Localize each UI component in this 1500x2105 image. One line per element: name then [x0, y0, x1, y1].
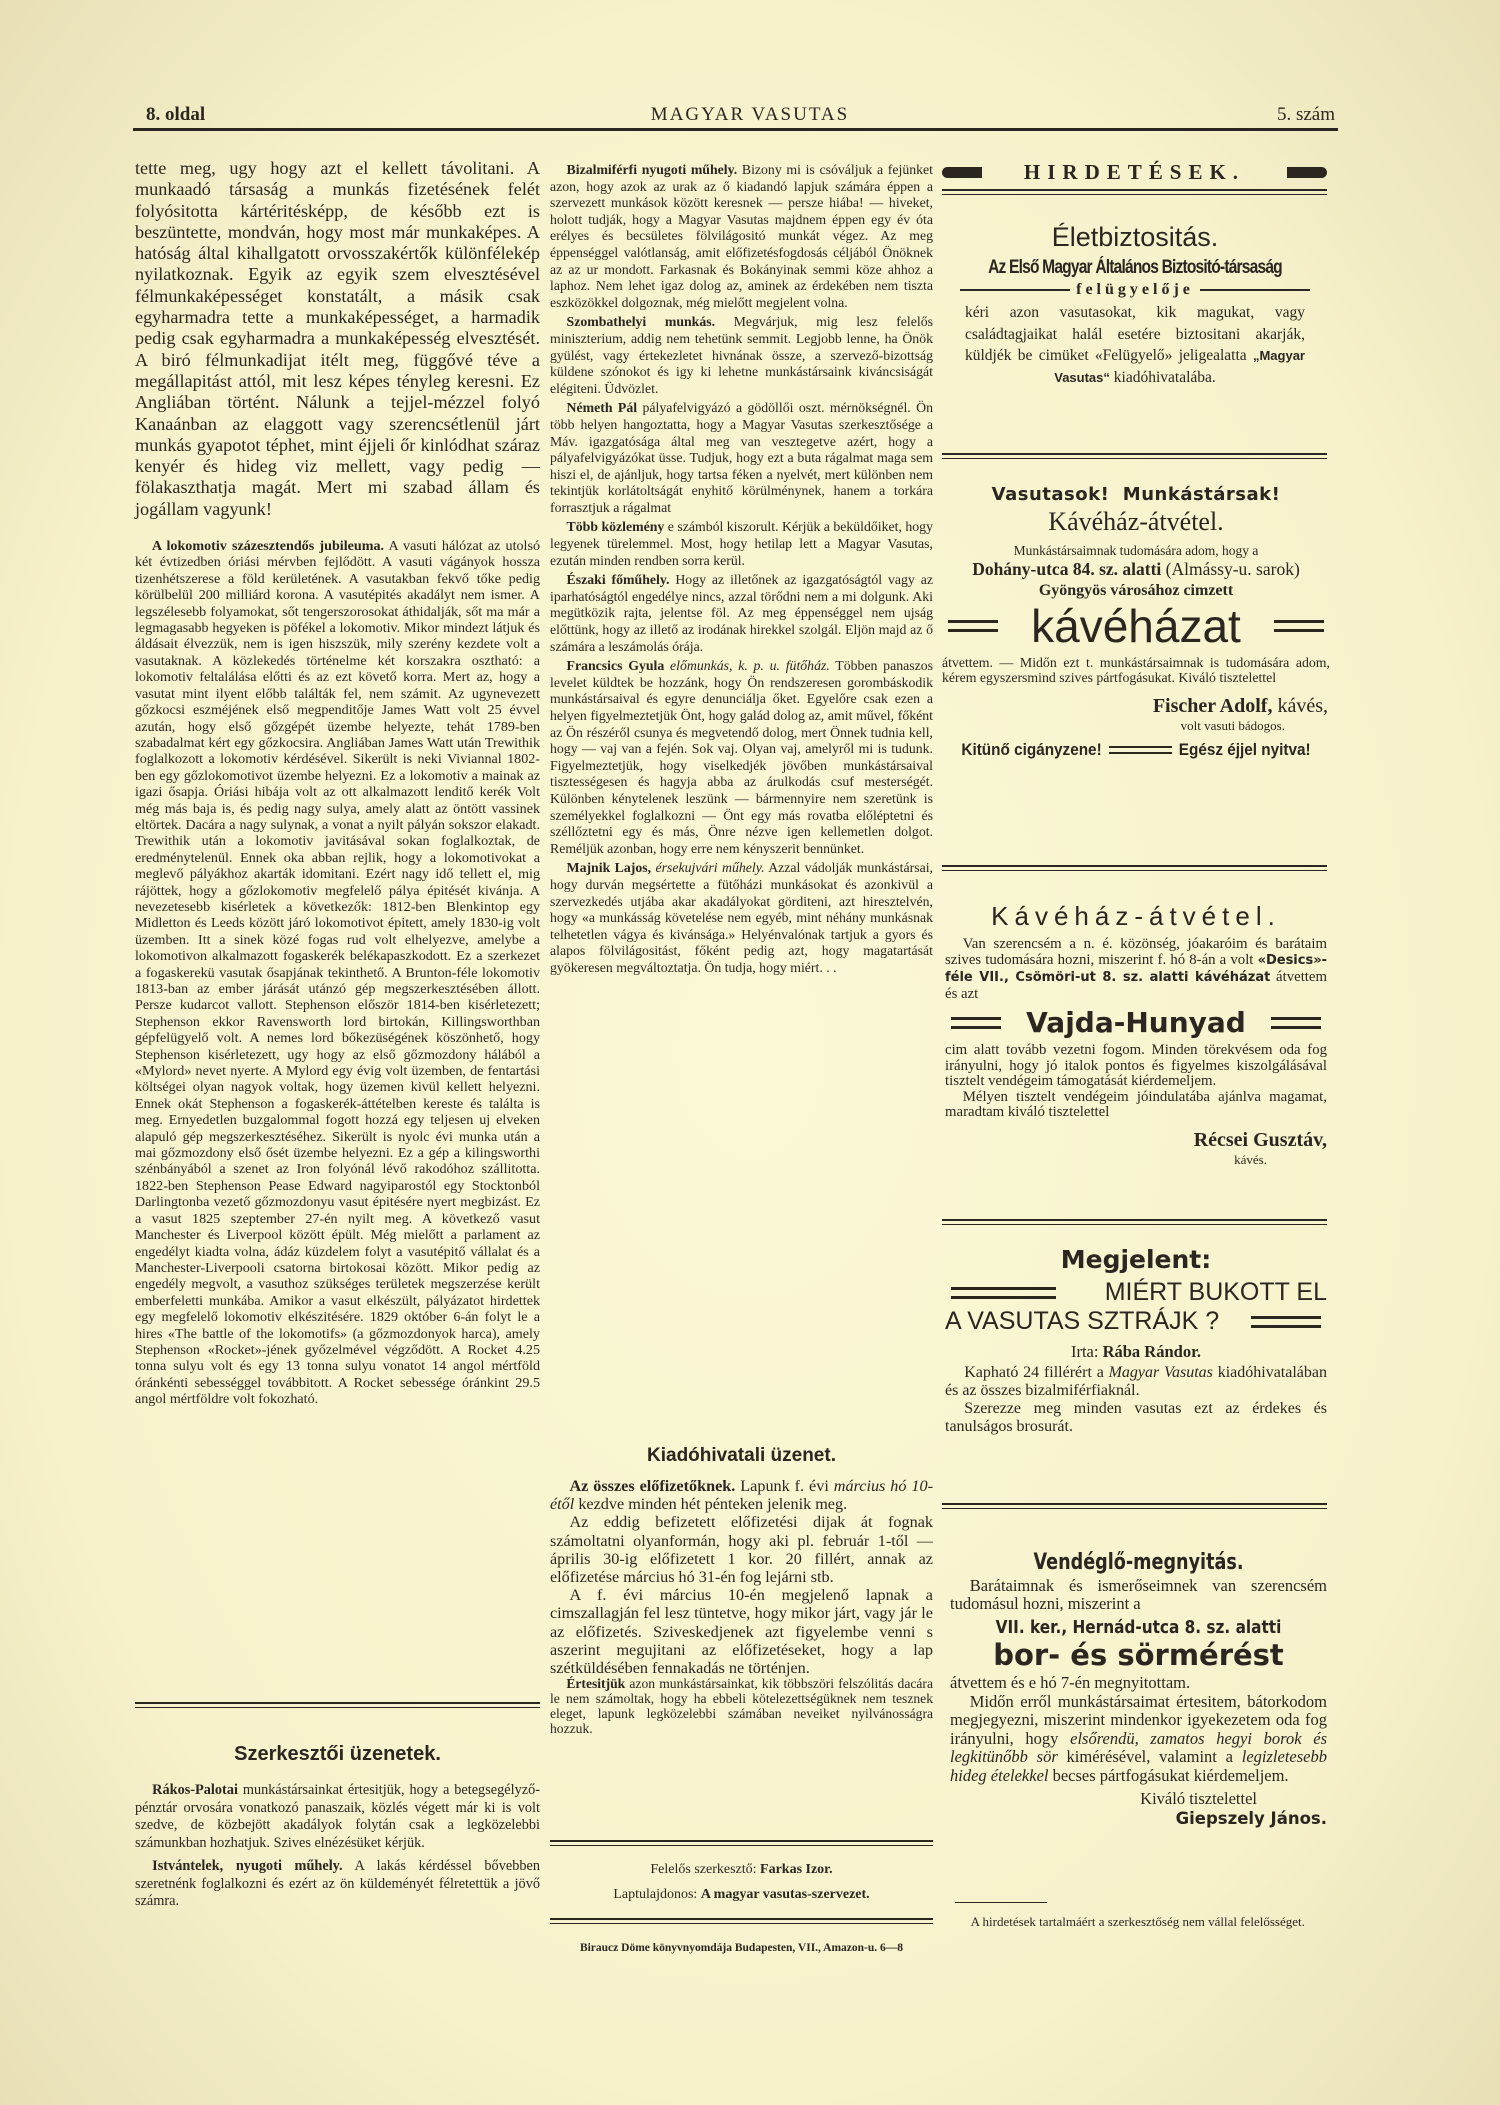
role: felügyelője: [1076, 281, 1194, 298]
ad-cafe-vajda-hunyad: [945, 901, 1327, 1168]
message-item: [550, 572, 933, 655]
ornament: [951, 1287, 1056, 1299]
jubilee-article: [135, 538, 540, 1408]
message-body: Azzal vádolják munkástársai, hogy durván megsértette a fütőházi munkásokat és azonkivül a szervezkedés utjába akar akadályokat görditeni, azt hiresztelvén, hogy «a munkásság követelése nem egyéb, mint néhány munkásnak telhetetlen vágya és kivánsága.» Helyénvalónak tartjuk a gyors és alapos fölvilágositást, főként pedig azt, hogy magatartását gyökeresen megváltoztatja. Ön tudja, hogy miért. . .: [550, 860, 933, 975]
ads-banner: [942, 160, 1327, 185]
ad-restaurant: [950, 1550, 1327, 1828]
ad-life-insurance: [945, 222, 1325, 388]
text: legizletesebb hideg ételekkel: [950, 1747, 1327, 1785]
ad-title: Megjelent:: [1060, 1245, 1212, 1274]
message-body: Bizony mi is csóváljuk a fejünket azon, hogy azok az urak az ő kiadandó lapjuk számára éppen a szervezett munkások között keresnek — persze hiába! — hiveket, holott tudják, hogy a Magyar Vasutas majdnem éppen egy év óta erélyes és becsületes fölvilágositó munkát végez. Az meg éppenséggel valótlanság, amit előfizetésfogdosás céljából Önöknek az az ur mondott. Farkasnak és Bokányinak semmi köze ahhoz a laphoz. Nem lehet igaz dolog az, aminek az érdekében nem tiszta eszközökkel dolgoznak, még mielőtt megjelent volna.: [550, 162, 933, 310]
text: kezdve minden hét pénteken jelenik meg.: [574, 1495, 848, 1514]
text: Midőn erről munkástársaimat értesitem, bátorkodom megjegyezni, miszerint mindenkor igyekezetem oda fog irányulni, hogy: [950, 1691, 1327, 1748]
text: kiadóhivatalában és az összes bizalmiférfiaknál.: [945, 1364, 1327, 1399]
message-body: Többen panaszos levelet küldtek be hozzánk, hogy Ön rendszeresen gorombáskodik munkástársaival és egyre denunciálja őket. Egyelőre csak ezen a helyen figyelmeztetjük Önt, hogy galád dolog az, amit művel, főként az Ön részéről csunya és megvetendő dolog, mert Önnek tudnia kell, hogy — vaj van a fején. Sok vaj. Olyan vaj, amelyről mi is tudunk. Figyelmeztetjük, hogy viselkedjék jövőben munkástársaival tisztességesen és hagyja abba az árulkodás csuf mesterségét. Különben kénytelenek leszünk — bármennyire nem szeretünk is személyekkel foglalkozni — Önt egy más rovatba előléptetni és széllőztetni egy és más, Önre nézve igen kellemetlen dolgot. Reméljük azonban, hogy erre nem kényszerit bennünket.: [550, 658, 933, 856]
divider: [942, 453, 1327, 459]
message-lead: Bizalmiférfi nyugoti műhely.: [566, 162, 738, 177]
ad-big-text: Vajda-Hunyad: [1026, 1006, 1246, 1039]
signature: Fischer Adolf,: [1152, 695, 1273, 717]
text: «Desics»-féle VII., Csömöri-ut 8. sz. alatti kávéházat: [945, 953, 1327, 985]
text: elsőrendü, zamatos hegyi borok és legkitünőbb sör: [950, 1728, 1327, 1766]
divider: [942, 189, 1327, 195]
text: kiadóhivatalába.: [1109, 368, 1216, 386]
author: Rába Rándor.: [1102, 1342, 1202, 1361]
divider: [135, 1702, 540, 1708]
signature: Giepszely János.: [1175, 1809, 1327, 1828]
paragraph: [550, 1677, 933, 1736]
text: átvettem és azt: [945, 969, 1327, 1002]
divider: [942, 1219, 1327, 1225]
ad-line: Gyöngyös városához cimzett: [1038, 582, 1234, 599]
ad-body: [945, 1364, 1327, 1400]
ad-headline: Vasutasok! Munkástársak!: [991, 484, 1281, 505]
text: kimérésével, valamint a: [1057, 1747, 1242, 1766]
message-body: A lakás kérdéssel bővebben szeretnénk foglalkozni és ezért az ön küldeményét félretettük a jövő számra.: [135, 1858, 540, 1909]
header-rule: [133, 128, 1338, 131]
page-number: 8. oldal: [146, 104, 206, 125]
signature-note: volt vasuti bádogos.: [1180, 718, 1285, 733]
ad-body: Mélyen tisztelt vendégeim jóindulatába ajánlva magamat, maradtam kiváló tisztelettel: [945, 1088, 1327, 1120]
publisher-message: [550, 1445, 933, 1736]
column-1: [135, 158, 540, 1408]
paragraph: Az eddig befizetett előfizetési dijak át fognak számoltatni olyanformán, hogy aki pl. február 1-től — április 30-ig előfizetett 1 kor. 20 fillért, annak az előfizetése március hó 31-én fog lejárni stb.: [550, 1513, 933, 1587]
label: Irta:: [1070, 1342, 1103, 1361]
text: „Magyar Vasutas“: [1054, 348, 1305, 385]
paragraph: [550, 1477, 933, 1513]
divider: [955, 1902, 1047, 1903]
text: Van szerencsém a n. é. közönség, jóakaróim és barátaim szives tudomására hozni, miszerint f. hó 8-án a volt: [945, 936, 1327, 968]
jubilee-body: A vasuti hálózat az utolsó két évtizedben óriási mérvben fejlődött. A vasuti vágányok hossza tizenhétszerese a föld kerületének. A vasutakban fekvő tőke pedig körülbelül 200 milliárd korona. A vasutépités akadályt nem ismer. A legszélesebb folyamokat, sőt tengerszorosokat áthidalják, sőt ma már a legmagasabb hegyeken is pöfékel a lokomotiv. Mikor mindezt látjuk és áldásait élvezzük, nem is igen hiszszük, mily szerény kezdete volt a vasutaknak. A közlekedés történelme két korszakra osztható: a lokomotiv feltalálása előtti és az ezt követő korra. Mert az, hogy a vasutat mint ilyent előbb találták fel, nem számit. Az ugynevezett gőzkocsi eszméjének első megpenditője James Watt volt 25 évvel azután, hogy első gőzgépét üzembe helyezte, tehát 1789-ben szabadalmat kért egy gőzkocsira. Angliában James Watt után Trewithik foglalkozott a lokomotiv kérdésével. Sikerült is neki Viviannal 1802-ben egy gőzlokomotivot üzembe helyezni. Ez a lokomotiv a mainak az igazi ősapja. Óriási hibája volt az ott alkalmazott lenditő kerék Volt még más baja is, és pedig nagy sulya, amely alatt az öntött vassinek eltörtek. Dacára a nagy sulynak, a vonat a nyilt pályán sokszor elakadt. Trewithik után a lokomotiv javitásával sokan foglalkoztak, de eredménytelenül. Ennek oka abban rejlik, hogy a lokomotivokat a meglevő pályákhoz akarták idomitani. Ezért nagy idő tellett el, mig rájöttek, hogy a gőzlokomotiv megfelelő pálya épitését kivánja. A nevezetesebb kisérletek a következők: 1812-ben Blenkintop egy Midletton és Leeds között járó lokomotivot épitett, amely 1830-ig volt üzemben. Itt a sinek közé fogas rud volt elhelyezve, amelybe a lokomotivon alkalmazott fogaskerék belékapaszkodott. Ez a szerkezet a fogaskerekü vasutak ősapjának tekinthető. A Brunton-féle lokomotiv 1813-ban az ember járását utánzó gép megszerkesztésében állott. Persze kudarcot vallott. Stephenson először 1814-ben kisérletezett; Stephenson ekkor Ravensworth lord birtokán, Killingsworthban gépfelügyelő volt. A nemes lord bőkezüségének köszönhető, hogy Stephenson kisérletezett, ugy hogy az első gőzmozdony hálából a «Mylord» nevet nyerte. A Mylord egy évig volt üzemben, de fentartási költségei olyan nagyok voltak, hogy üzemen kivül kellett helyezni. Ennek okát Stephenson a fogaskerék-áttételben kereste és találta is meg. Ernyedetlen buzgalommal fogott hozzá egy teljesen uj elveken alapuló gép megszerkesztéséhez. Sikerült is nyolc évi munka után a mai gőzmozdony első ősét üzembe helyezni. Ez a gép a kilingsworthi szénbányából a szenet az Iron folyónál lévő rakodóhoz szállitotta. 1822-ben Stephenson Pease Edward nagyiparostól egy Stocktonból Darlingtonba vezető gőzmozdonyu vasut épitésére nyert megbizást. Ez a vasut 1825 szeptember 27-én nyilt meg. A következő vasut Manchester és Liverpool között épült. Még mielőtt a parlament az engedélyt kiadta volna, ádáz küzdelem folyt a vasutépitő vállalat és a Manchester-Liverpooli csatorna birtokosai között. Mikor pedig az engedély megvolt, a vasuthoz szükséges területek megszerzése került emberfeletti munkába. Amikor a vasut elkészült, pályázatot hirdettek egy megfelelő lokomotiv elkészitésére. 1829 október 6-án folyt le a hires «The battle of the lokomotifs» (a gőzmozdonyok harca), amely Stephenson «Rocket»-jének győzelmével végződött. A Rocket 4.25 tonna sulyu volt és egy 13 tonna sulyu vonatot 14 angol mértföld óránkénti sebességgel továbbitott. A Rocket sebessége óránkint 29.5 angol mértföldre volt fokozható.: [135, 538, 540, 1408]
column-2: [550, 162, 933, 980]
text: azon munkástársainkat, kik többszöri felszólitás dacára le nem számoltak, hogy ha ebbeli kötelezettségüknek nem tesznek eleget, lapunk legközelebbi számában neveiket nyilvánosságra hozzuk.: [550, 1676, 933, 1736]
address: VII. ker., Hernád-utca 8. sz. alatti: [995, 1617, 1282, 1638]
text: március hó 10-étől: [550, 1477, 933, 1514]
divider: [550, 1840, 933, 1846]
ad-body: [945, 302, 1325, 388]
ornament: [1109, 746, 1172, 754]
label: Felelős szerkesztő:: [650, 1862, 761, 1877]
ads-disclaimer: A hirdetések tartalmáért a szerkesztőség nem vállal felelősséget.: [970, 1914, 1305, 1929]
text: Lapunk f. évi: [735, 1477, 834, 1495]
ad-title: Kávéház-átvétel.: [991, 901, 1281, 931]
message-body: pályafelvigyázó a gödöllői oszt. mérnökségnél. Ön több helyen hangoztatta, hogy a Magyar Vasutas szerkesztősége a Máv. igazgatósága által meg van vesztegetve azért, hogy a pályafelvigyázókat üsse. Tudjuk, hogy ezt a buta rágalmat maga sem hiszi el, de ajánljuk, hogy tartsa féken a nyelvét, mert különben nem tekintjük korlátoltságát enyhitő körülménynek, hanem a torkára forrasztjuk a rágalmat: [550, 400, 933, 515]
left-pointer-icon: [942, 167, 982, 178]
label: Laptulajdonos:: [613, 1887, 701, 1902]
message-body: e számból kiszorult. Kérjük a beküldőiket, hogy legyenek türelemmel. Most, hogy hetilap lett a Magyar Vasutas, ezután minden rendben sorra kerül.: [550, 519, 933, 568]
message-item: [550, 400, 933, 516]
value: A magyar vasutas-szervezet.: [700, 1887, 870, 1902]
ad-line: Munkástársaimnak tudomására adom, hogy a: [1013, 543, 1259, 558]
text: Kapható 24 fillérért a: [964, 1364, 1109, 1381]
divider: [550, 1918, 933, 1924]
article-continuation: tette meg, ugy hogy azt el kellett távolitani. A munkaadó társaság a munkás fizetésének felét folyósitotta kártéritésképp, de később ezt is beszüntette, mondván, hogy most már munkaképes. A hatóság által kihallgatott orvosszakértők különfélekép nyilatkoznak. Egyik az egyik szem elvesztésével félmunkaképességet konstatált, a másik csak egyharmadra tette a munkaképességet, a harmadik pedig csak egyharmadra a munkaképesség elvesztését. A biró félmunkadijat itélt meg, függővé téve a megállapitást attól, mit lesz képes tényleg keresni. Ez Angliában történt. Nálunk a tejjel-mézzel folyó Kanaánban az elaggott vagy szerencsétlenül járt munkás gyapotot téphet, mint éjjeli őr kinlódhat száraz kenyér és hideg viz mellett, vagy pedig — fölakaszthatja magát. Mert mi szabad állam és jogállam vagyunk!: [135, 158, 540, 519]
message-lead: Szombathelyi munkás.: [566, 314, 716, 330]
ad-title: Vendéglő-megnyitás.: [1033, 1550, 1244, 1575]
ad-tagline: Kitünő cigányzene!: [961, 740, 1102, 759]
ad-body: Szerezze meg minden vasutas ezt az érdekes és tanulságos brosurát.: [945, 1400, 1327, 1435]
owner: [550, 1887, 933, 1903]
message-item: [135, 1858, 540, 1911]
ad-body: átvettem. — Midőn ezt t. munkástársaimnak is tudomására adom, kérem egyszersmind szives pártfogásukat. Kiváló tisztelettel: [942, 655, 1330, 685]
address: Dohány-utca 84. sz. alatti: [972, 559, 1162, 579]
masthead-title: MAGYAR VASUTAS: [650, 104, 850, 125]
divider: [942, 1503, 1327, 1509]
ad-big-text: kávéházat: [1031, 600, 1241, 652]
text: kéri azon vasutasokat, kik magukat, vagy családtagjaikat halál esetére biztositani akarják, küldjék be cimüket «Felügyelő» jeligealatta: [965, 304, 1305, 364]
company-name: Az Első Magyar Általános Biztositó-társaság: [988, 257, 1282, 278]
signature-role: kávés,: [1272, 695, 1328, 717]
lead: Értesitjük: [566, 1676, 626, 1692]
ornament: [1274, 620, 1324, 632]
message-item: [550, 162, 933, 311]
message-item: [135, 1782, 540, 1852]
value: Farkas Izor.: [760, 1862, 833, 1877]
signature: Récsei Gusztáv,: [1193, 1128, 1327, 1151]
ornament: [948, 620, 998, 632]
message-lead: Északi főműhely.: [566, 572, 670, 588]
ad-body: [950, 1693, 1327, 1786]
ad-body: cim alatt tovább vezetni fogom. Minden törekvésem oda fog irányulni, hogy jó italok pontos és figyelmes kiszolgálásával tisztelt vendégeim támogatását kiérdemeljem.: [945, 1042, 1327, 1089]
message-body: Megvárjuk, mig lesz felelős miniszterium, addig nem tehetünk semmit. Legjobb lenne, ha Önök gyülést, vagy értekezletet hivnának össze, a szervező-bizottság küldene szónokot és igy ki lehetne munkástársaink kiváncsiságát elégiteni. Üdvözlet.: [550, 314, 933, 396]
book-title: MIÉRT BUKOTT EL: [1104, 1278, 1327, 1306]
ad-body: átvettem és e hó 7-én megnyitottam.: [950, 1673, 1191, 1692]
section-title: Szerkesztői üzenetek.: [234, 1743, 441, 1765]
text: becses pártfogásukat kiérdemeljem.: [1048, 1765, 1289, 1785]
message-lead: Több közlemény: [566, 519, 665, 535]
message-item: [550, 314, 933, 397]
responsible-editor: [550, 1862, 933, 1878]
ad-big-text: bor- és sörmérést: [993, 1638, 1284, 1672]
ad-tagline: Egész éjjel nyitva!: [1178, 740, 1311, 759]
section-title: Kiadóhivatali üzenet.: [647, 1445, 836, 1466]
lead: Az összes előfizetőknek.: [569, 1477, 736, 1495]
ad-cafe-fischer: [942, 484, 1330, 760]
message-lead: Istvántelek, nyugoti műhely.: [152, 1858, 343, 1874]
ornament: [1271, 1017, 1321, 1029]
paragraph: A f. évi március 10-én megjelenő lapnak a cimszallagján fel lesz tüntetve, hogy mikor járt, vagy jár le az előfizetés. Sziveskedjenek azt figyelembe venni s aszerint megujitani az előfizetéseket, hogy a lap szétküldésében fennakadás ne történjen.: [550, 1586, 933, 1678]
message-sub: előmunkás, k. p. u. fütőház.: [664, 658, 830, 674]
closing: Kiváló tisztelettel: [1140, 1789, 1257, 1808]
ad-body: Barátaimnak és ismerőseimnek van szerencsém tudomásul hozni, miszerint a: [950, 1576, 1327, 1613]
ornament: [1251, 1316, 1321, 1328]
message-lead: Németh Pál: [566, 400, 638, 416]
book-title: A VASUTAS SZTRÁJK ?: [945, 1307, 1220, 1335]
message-lead: Rákos-Palotai: [152, 1782, 238, 1798]
printer-imprint: Biraucz Döme könyvnyomdája Budapesten, VII., Amazon-u. 6—8: [579, 1942, 904, 1954]
message-item: [550, 658, 933, 857]
message-sub: érsekujvári műhely.: [651, 860, 765, 876]
message-body: Hogy az illetőnek az igazgatóságtól vagy az iparhatóságtól engedélye nincs, azzal törődni nem a mi dolgunk. Aki megütközik rajta, jelentse föl. Az meg éppenséggel nem ujság előttünk, hogy az illető az irodának hirekkel szolgál. Eljön majd az ő számára a leszámolás órája.: [550, 572, 933, 654]
ad-title: Kávéház-átvétel.: [1048, 507, 1224, 536]
message-item: [550, 519, 933, 569]
ornament: [951, 1017, 1001, 1029]
editorial-messages: [135, 1743, 540, 1911]
ads-banner-title: HIRDETÉSEK.: [1023, 160, 1246, 184]
ad-body: [945, 936, 1327, 1002]
signature-role: kávés.: [1234, 1151, 1267, 1167]
right-pointer-icon: [1287, 167, 1327, 178]
text: Magyar Vasutas: [1108, 1364, 1213, 1381]
issue-number: 5. szám: [1276, 104, 1335, 125]
divider: [942, 865, 1327, 871]
ad-title: Életbiztositás.: [1051, 222, 1219, 252]
message-lead: Majnik Lajos,: [566, 860, 652, 876]
ad-brochure: [945, 1245, 1327, 1436]
jubilee-title: A lokomotiv százesztendős jubileuma.: [151, 538, 385, 555]
message-item: [550, 860, 933, 976]
message-body: munkástársainkat értesitjük, hogy a betegsegélyző-pénztár orvosára vonatkozó panaszaik, közlés végett már ki is volt szedve, de közbejött akadályok folytán csak a legközelebbi számunkban hozhatjuk. Szives elnézésüket kérjük.: [135, 1782, 540, 1851]
address-note: (Almássy-u. sarok): [1161, 559, 1300, 579]
message-lead: Francsics Gyula: [566, 658, 665, 674]
